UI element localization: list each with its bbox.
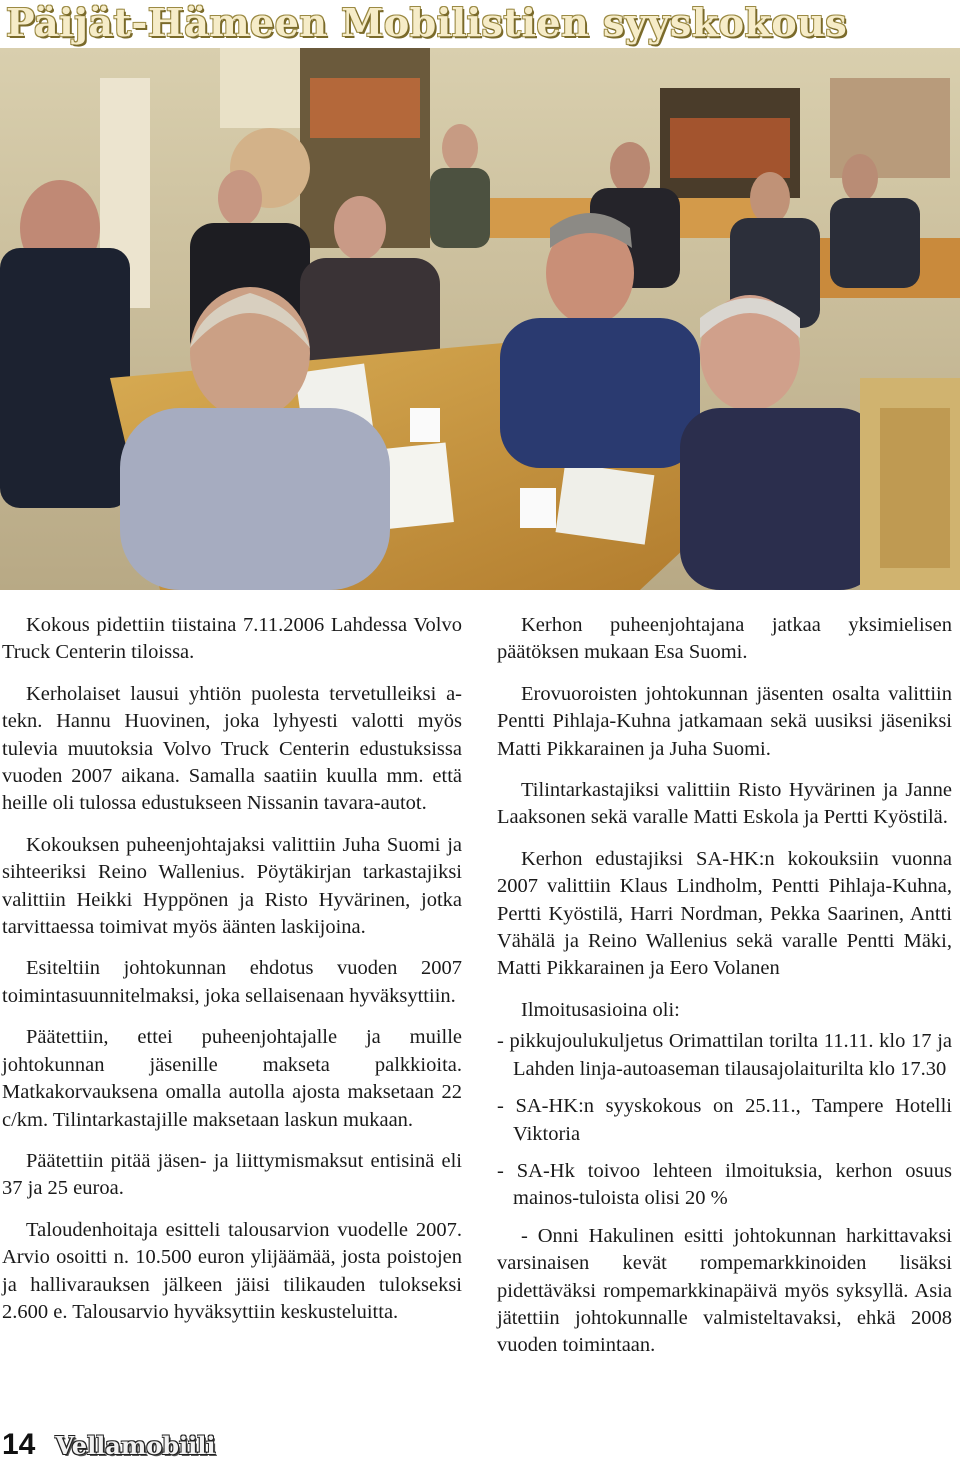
paragraph: Kerhon puheenjohtajana jatkaa yksimielisen päätöksen mukaan Esa Suomi.	[497, 614, 952, 664]
page-number: 14	[2, 1428, 36, 1461]
announcement-item: - SA-HK:n syyskokous on 25.11., Tampere Hotelli Viktoria	[497, 1095, 952, 1145]
article-right-column	[497, 612, 952, 1374]
meeting-photo	[0, 48, 960, 590]
page-footer	[2, 1428, 402, 1464]
paragraph: Erovuoroisten johtokunnan jäsenten osalta valittiin Pentti Pihlaja-Kuhna jatkamaan sekä uusiksi jäseniksi Matti Pikkarainen ja Juha Suomi.	[497, 682, 952, 760]
magazine-name: Vellamobiili	[55, 1430, 216, 1460]
page-title: Päijät-Hämeen Mobilistien syyskokous	[6, 0, 848, 45]
paragraph: Taloudenhoitaja esitteli talousarvion vuodelle 2007. Arvio osoitti n. 10.500 euron ylijäämää, josta poistojen ja hallivarauksen jälkeen jäisi tilikauden tulokseksi 2.600 e. Talousarvio hyväksyttiin keskusteluitta.	[2, 1218, 462, 1323]
paragraph: Kerhon edustajiksi SA-HK:n kokouksiin vuonna 2007 valittiin Klaus Lindholm, Pentti Pihlaja-Kuhna, Pertti Kyöstilä, Harri Nordman, Pekka Saarinen, Antti Vähälä ja Reino Wallenius sekä varalle Pentti Mäki, Matti Pikkarainen ja Eero Volanen	[497, 847, 952, 980]
paragraph: Päätettiin pitää jäsen- ja liittymismaksut entisinä eli 37 ja 25 euroa.	[2, 1149, 462, 1200]
paragraph: Kerholaiset lausui yhtiön puolesta tervetulleiksi a-tekn. Hannu Huovinen, joka lyhyesti valotti myös tulevia muutoksia Volvo Truck Centerin edustuksissa vuoden 2007 aikana. Samalla saatiin kuulla mm. että heille oli tulossa edustukseen Nissanin tavara-autot.	[2, 682, 462, 815]
announcement-item: - pikkujoulukuljetus Orimattilan torilta 11.11. klo 17 ja Lahden linja-autoaseman tilausajolaiturilta klo 17.30	[497, 1030, 952, 1080]
paragraph: Päätettiin, ettei puheenjohtajalle ja muille johtokunnan jäsenille makseta palkkioita. Matkakorvauksena omalla autolla ajosta maksetaan 22 c/km. Tilintarkastajille maksetaan laskun mukaan.	[2, 1026, 462, 1131]
paragraph: Esiteltiin johtokunnan ehdotus vuoden 2007 toimintasuunnitelmaksi, joka sellaisenaan hyväksyttiin.	[2, 957, 462, 1007]
paragraph: Kokous pidettiin tiistaina 7.11.2006 Lahdessa Volvo Truck Centerin tiloissa.	[2, 614, 462, 664]
announcement-item: - SA-Hk toivoo lehteen ilmoituksia, kerhon osuus mainos-tuloista olisi 20 %	[497, 1159, 952, 1210]
paragraph: Kokouksen puheenjohtajaksi valittiin Juha Suomi ja sihteeriksi Reino Wallenius. Pöytäkirjan tarkastajiksi valittiin Heikki Hyppönen ja Risto Hyvärinen, jotka tarvittaessa toimivat myös äänten laskijoina.	[2, 833, 462, 939]
article-left-column	[2, 612, 462, 1340]
paragraph: Tilintarkastajiksi valittiin Risto Hyvärinen ja Janne Laaksonen sekä varalle Matti Eskola ja Pertti Kyöstilä.	[497, 779, 952, 829]
paragraph: - Onni Hakulinen esitti johtokunnan harkittavaksi varsinaisen kevät rompemarkkinoiden lisäksi pidettäväksi rompemarkkinapäivä myös syksyllä. Asia jätettiin johtokunnalle valmisteltavaksi, ehkä 2008 vuoden toimintaan.	[497, 1224, 952, 1357]
announcements-heading: Ilmoitusasioina oli:	[521, 998, 680, 1021]
